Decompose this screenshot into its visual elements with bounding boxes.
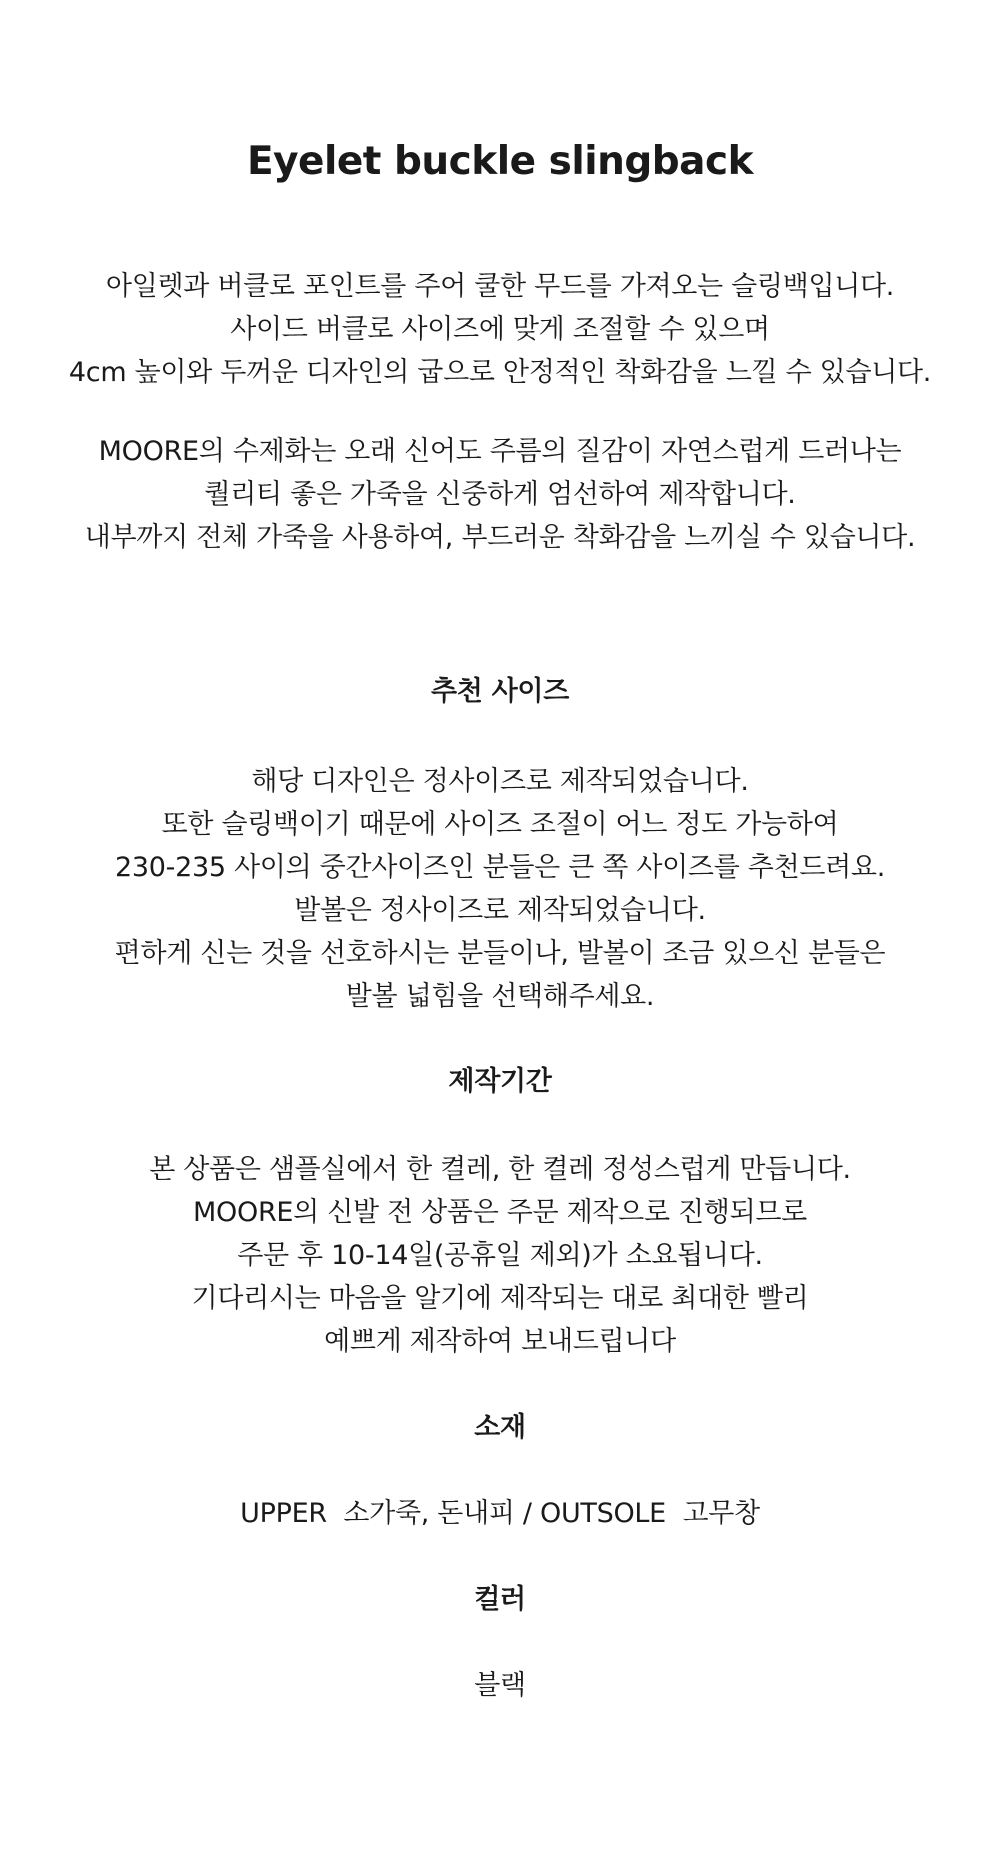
- material-section: [0, 1406, 1000, 1449]
- text-line: 230-235 사이의 중간사이즈인 분들은 큰 쪽 사이즈를 추천드려요.: [115, 852, 885, 883]
- production-body: [0, 1148, 1000, 1363]
- production-section: [0, 1060, 1000, 1103]
- color-section: [0, 1578, 1000, 1621]
- text-line: 사이드 버클로 사이즈에 맞게 조절할 수 있으며: [230, 314, 770, 345]
- color-heading: 컬러: [474, 1584, 526, 1615]
- production-heading: 제작기간: [448, 1066, 552, 1097]
- text-line: 본 상품은 샘플실에서 한 켤레, 한 켤레 정성스럽게 만듭니다.: [149, 1154, 851, 1185]
- material-text: UPPER 소가죽, 돈내피 / OUTSOLE 고무창: [240, 1498, 760, 1529]
- text-line: MOORE의 수제화는 오래 신어도 주름의 질감이 자연스럽게 드러나는: [98, 436, 902, 467]
- material-body: [0, 1492, 1000, 1535]
- text-line: 아일렛과 버클로 포인트를 주어 쿨한 무드를 가져오는 슬링백입니다.: [105, 271, 895, 302]
- product-title: Eyelet buckle slingback: [246, 139, 754, 184]
- text-line: 해당 디자인은 정사이즈로 제작되었습니다.: [251, 766, 749, 797]
- text-line: 편하게 신는 것을 선호하시는 분들이나, 발볼이 조금 있으신 분들은: [114, 938, 886, 969]
- text-line: MOORE의 신발 전 상품은 주문 제작으로 진행되므로: [193, 1197, 807, 1228]
- text-line: 발볼 넓힘을 선택해주세요.: [345, 981, 655, 1012]
- text-line: 퀄리티 좋은 가죽을 신중하게 엄선하여 제작합니다.: [204, 479, 796, 510]
- size-body: [0, 760, 1000, 1018]
- text-line: 기다리시는 마음을 알기에 제작되는 대로 최대한 빨리: [191, 1283, 809, 1314]
- text-line: 4cm 높이와 두꺼운 디자인의 굽으로 안정적인 착화감을 느낄 수 있습니다.: [68, 357, 932, 388]
- text-line: 또한 슬링백이기 때문에 사이즈 조절이 어느 정도 가능하여: [161, 809, 839, 840]
- text-line: 발볼은 정사이즈로 제작되었습니다.: [294, 895, 706, 926]
- color-text: 블랙: [474, 1670, 526, 1701]
- color-body: [0, 1664, 1000, 1707]
- text-line: 내부까지 전체 가죽을 사용하여, 부드러운 착화감을 느끼실 수 있습니다.: [84, 522, 916, 553]
- size-section: [0, 670, 1000, 713]
- text-line: 주문 후 10-14일(공휴일 제외)가 소요됩니다.: [237, 1240, 763, 1271]
- material-heading: 소재: [474, 1412, 526, 1443]
- text-line: 예쁘게 제작하여 보내드립니다: [324, 1326, 676, 1357]
- size-heading: 추천 사이즈: [430, 676, 569, 707]
- intro-paragraph-2: [0, 430, 1000, 559]
- intro-paragraph-1: [0, 265, 1000, 394]
